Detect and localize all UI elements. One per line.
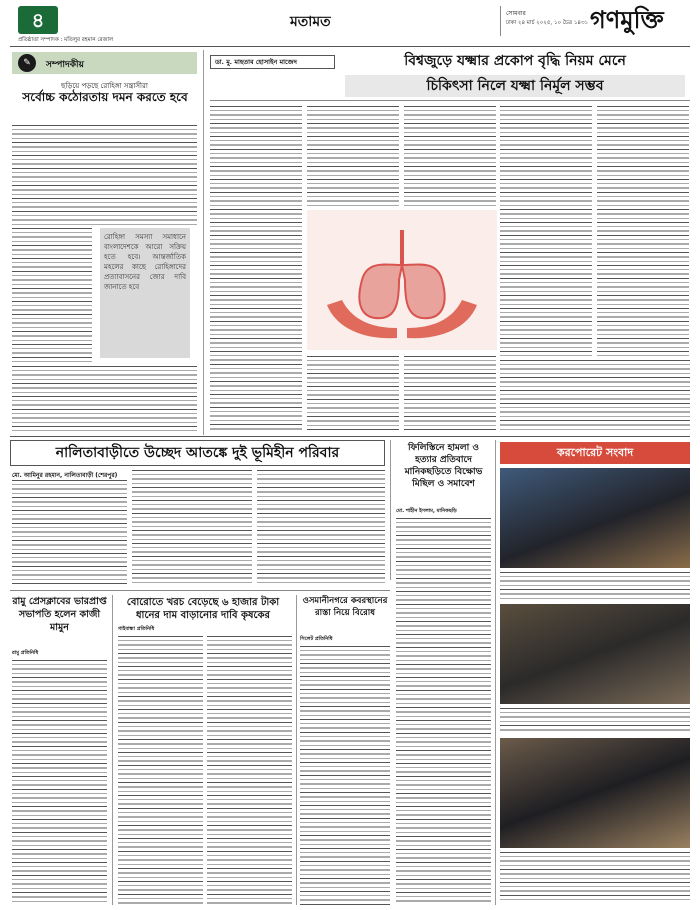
palestine-title: ফিলিস্তিনে হামলা ও হত্যার প্রতিবাদে মানিকছড়িতে বিক্ষোভ মিছিল ও সমাবেশ <box>404 443 483 489</box>
editorial-body-bottom <box>12 366 197 431</box>
boro-body-1 <box>118 636 203 905</box>
corporate-photo-2 <box>500 604 690 704</box>
corporate-caption-2 <box>500 708 690 734</box>
editorial-kicker: ছড়িয়ে পড়ছে রোহিঙ্গা সন্ত্রাসীরা <box>61 82 148 90</box>
page-number: ৪ <box>31 8 45 32</box>
feature-col-2 <box>307 106 399 206</box>
editorial-label: সম্পাদকীয় <box>46 60 84 70</box>
feature-author: ডা. মু. মাহতাব হোসাইন মাজেদ <box>210 55 335 69</box>
feature-title-line2: চিকিৎসা নিলে যক্ষ্মা নির্মূল সম্ভব <box>345 75 685 97</box>
corporate-photo-1 <box>500 468 690 568</box>
feature-col-3 <box>404 106 496 206</box>
nalitabari-title: নালিতাবাড়ীতে উচ্ছেদ আতঙ্কে দুই ভূমিহীন পরিবার <box>55 445 340 461</box>
editorial-body-left <box>12 228 92 363</box>
corporate-header <box>500 442 690 464</box>
editorial-pullquote: রোহিঙ্গা সমস্যা সমাধানে বাংলাদেশকে আরো সক্রিয় হতে হবে। আন্তর্জাতিক মহলের কাছে রোহিঙ্গাদের প্রত্যাবাসনের জোর দাবি জানাতে হবে <box>104 233 186 291</box>
issue-date: ঢাকা ২৪ মার্চ ২০২৫, ১০ চৈত্র ১৪৩১ <box>506 20 589 26</box>
editorial-title: সর্বোচ্চ কঠোরতায় দমন করতে হবে <box>22 90 188 104</box>
feature-col-5 <box>597 106 689 356</box>
corporate-photo-3 <box>500 738 690 848</box>
nalitabari-body-1 <box>12 480 127 585</box>
editorial-label-bar <box>12 52 197 74</box>
lungs-hands-icon <box>307 210 497 350</box>
feature-col-1 <box>210 106 302 432</box>
feature-col-3-bottom <box>404 356 496 432</box>
osmani-title: ওসমানীনগরে কবরস্থানের রাস্তা নিয়ে বিরোধ <box>302 596 388 618</box>
editor-line: প্রতিষ্ঠাতা সম্পাদক : মতিলুর রহমান রেজাল <box>18 37 114 43</box>
issue-day: সোমবার <box>506 10 526 17</box>
corporate-caption-1 <box>500 572 690 600</box>
feature-title-line1: বিশ্বজুড়ে যক্ষ্মার প্রকোপ বৃদ্ধি নিয়ম মেনে <box>404 53 626 69</box>
corporate-caption-3 <box>500 852 690 902</box>
editorial-body <box>12 125 197 225</box>
boro-byline: গাইবান্ধা প্রতিনিধি <box>118 626 155 632</box>
palestine-byline: মো. শাহীন ইসলাম, মানিকছড়ি <box>396 508 457 514</box>
feature-col-2-bottom <box>307 356 399 432</box>
feature-col-4 <box>500 106 592 356</box>
osmani-body <box>300 646 390 905</box>
nalitabari-byline: মো. আমিনুর রহমান, নালিতাবাড়ী (শেরপুর) <box>12 472 118 479</box>
section-title: মতামত <box>290 14 331 30</box>
editorial-pullquote-box <box>100 228 190 358</box>
nalitabari-title-box <box>10 440 385 466</box>
nalitabari-body-3 <box>257 470 385 585</box>
osmani-byline: সিলেট প্রতিনিধি <box>300 636 333 642</box>
feature-col-4-bottom <box>500 360 690 432</box>
boro-body-2 <box>207 636 292 905</box>
nalitabari-body-2 <box>132 470 252 585</box>
boro-title: বোরোতে খরচ বেড়েছে ৬ হাজার টাকা ধানের দাম বাড়ানোর দাবি কৃষকের <box>126 597 280 621</box>
editorial-icon: ✎ <box>18 54 36 72</box>
ramu-body <box>12 660 107 905</box>
lungs-illustration <box>307 210 497 350</box>
ramu-byline: রামু প্রতিনিধি <box>12 650 39 656</box>
ramu-title: রামু প্রেসক্লাবের ভারপ্রাপ্ত সভাপতি হলেন কাজী মামুন <box>12 596 107 633</box>
page-number-badge <box>18 6 58 34</box>
palestine-body <box>396 518 491 904</box>
page-header <box>0 0 700 45</box>
masthead-logo: গণমুক্তি <box>590 6 664 34</box>
corporate-label: করপোরেট সংবাদ <box>556 446 634 459</box>
